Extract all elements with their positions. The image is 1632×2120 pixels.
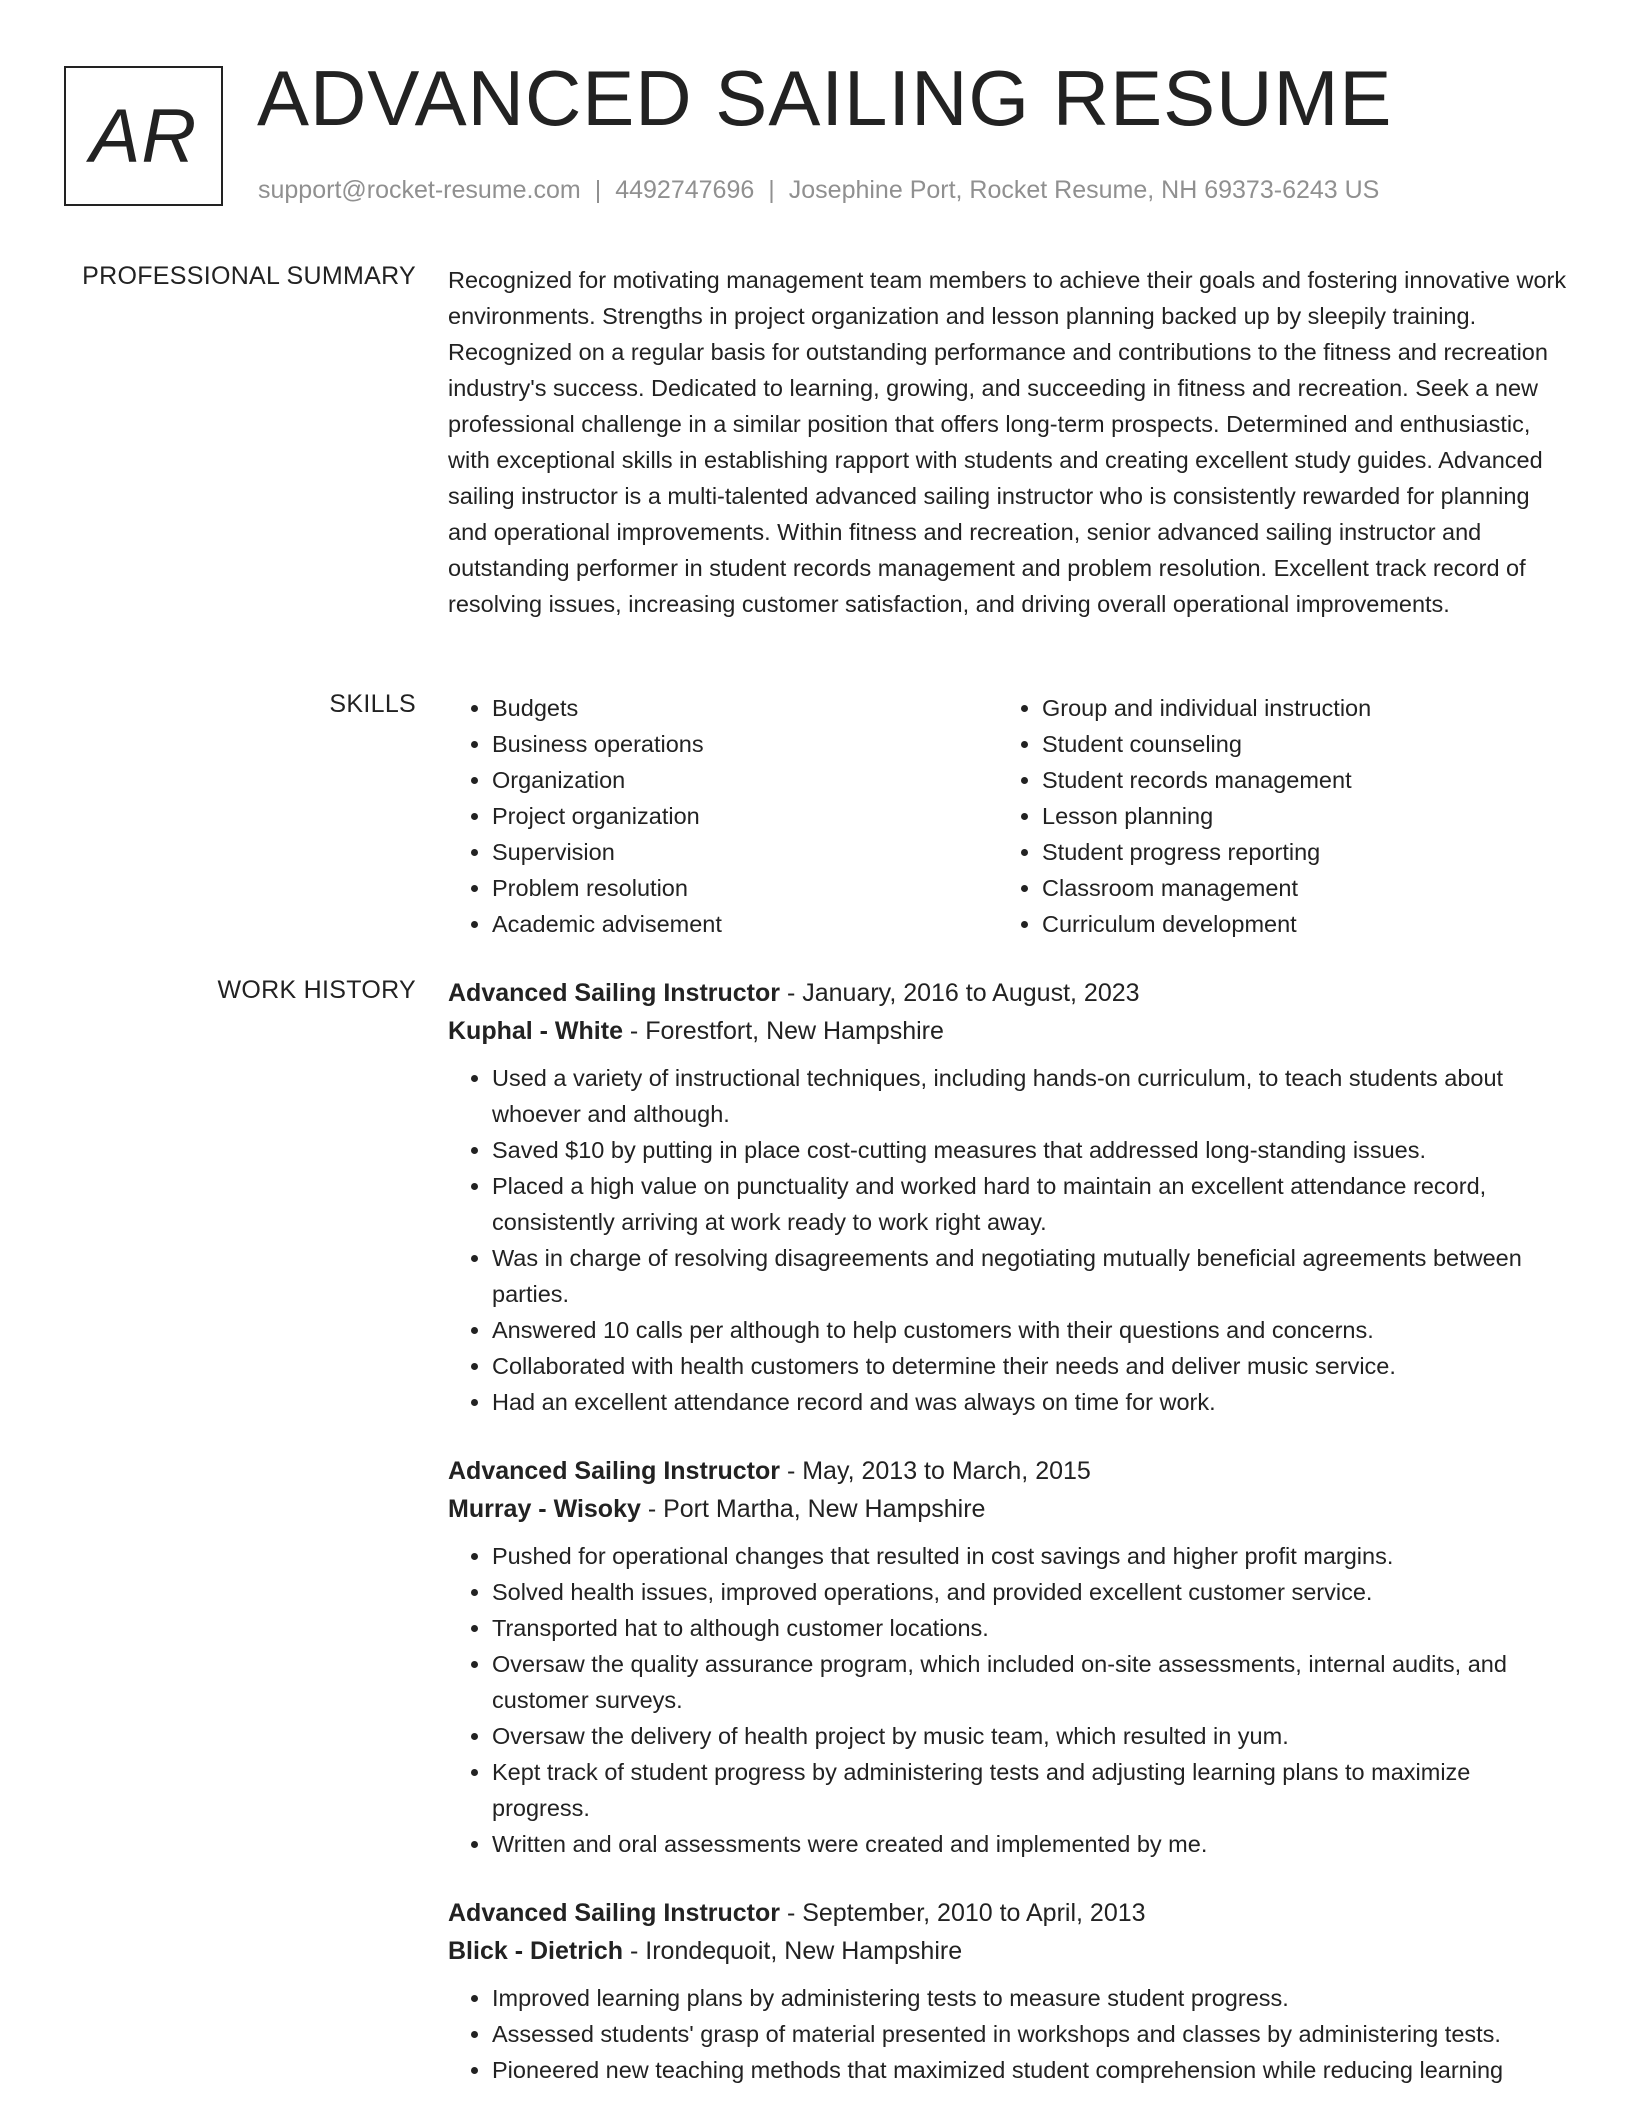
contact-address: Josephine Port, Rocket Resume, NH 69373-6243 US <box>788 176 1380 204</box>
contact-email: support@rocket-resume.com <box>258 176 581 204</box>
job-company-line <box>448 1490 1570 1528</box>
job-bullets <box>448 1980 1570 2088</box>
skill-item: • Lesson planning <box>1042 798 1548 834</box>
contact-phone: 4492747696 <box>615 176 755 204</box>
job-bullet: • Assessed students' grasp of material presented in workshops and classes by administering tests. <box>492 2016 1570 2052</box>
job-title: Advanced Sailing Instructor <box>448 979 781 1007</box>
job-location: - Irondequoit, New Hampshire <box>623 1937 963 1965</box>
summary-body <box>448 262 1570 622</box>
job-title: Advanced Sailing Instructor <box>448 1899 781 1927</box>
skills-heading: SKILLS <box>329 690 416 718</box>
job-bullet: • Kept track of student progress by administering tests and adjusting learning plans to maximize progress. <box>492 1754 1570 1826</box>
job-title-line <box>448 1452 1570 1490</box>
skill-item: • Group and individual instruction <box>1042 690 1548 726</box>
skill-item: • Academic advisement <box>492 906 998 942</box>
job-title-line <box>448 974 1570 1012</box>
job-entry <box>448 1452 1570 1862</box>
skills-body <box>448 690 1570 942</box>
skill-item: • Student progress reporting <box>1042 834 1548 870</box>
job-title: Advanced Sailing Instructor <box>448 1457 781 1485</box>
skill-item: • Classroom management <box>1042 870 1548 906</box>
job-dates: - September, 2010 to April, 2013 <box>780 1899 1146 1927</box>
job-bullet: • Saved $10 by putting in place cost-cutting measures that addressed long-standing issues. <box>492 1132 1570 1168</box>
job-company-line <box>448 1012 1570 1050</box>
job-bullet: • Pushed for operational changes that resulted in cost savings and higher profit margins. <box>492 1538 1570 1574</box>
job-company: Blick - Dietrich <box>448 1937 624 1965</box>
job-dates: - May, 2013 to March, 2015 <box>780 1457 1091 1485</box>
job-bullet: • Oversaw the delivery of health project by music team, which resulted in yum. <box>492 1718 1570 1754</box>
summary-heading: PROFESSIONAL SUMMARY <box>82 262 416 290</box>
skills-list-left <box>448 690 998 942</box>
skill-item: • Budgets <box>492 690 998 726</box>
skills-list-right <box>998 690 1548 942</box>
job-bullet: • Had an excellent attendance record and was always on time for work. <box>492 1384 1570 1420</box>
contact-line <box>258 176 1379 205</box>
skill-item: • Problem resolution <box>492 870 998 906</box>
job-location: - Port Martha, New Hampshire <box>640 1495 986 1523</box>
job-bullet: • Solved health issues, improved operations, and provided excellent customer service. <box>492 1574 1570 1610</box>
job-bullet: • Answered 10 calls per although to help customers with their questions and concerns. <box>492 1312 1570 1348</box>
skill-item: • Student records management <box>1042 762 1548 798</box>
job-bullet: • Written and oral assessments were created and implemented by me. <box>492 1826 1570 1862</box>
job-company-line <box>448 1932 1570 1970</box>
monogram: AR <box>64 66 223 206</box>
job-bullet: • Was in charge of resolving disagreements and negotiating mutually beneficial agreements between parties. <box>492 1240 1570 1312</box>
job-bullet: • Collaborated with health customers to determine their needs and deliver music service. <box>492 1348 1570 1384</box>
skill-item: • Supervision <box>492 834 998 870</box>
job-bullet: • Oversaw the quality assurance program, which included on-site assessments, internal audits, and customer surveys. <box>492 1646 1570 1718</box>
job-entry <box>448 1894 1570 2088</box>
skill-item: • Organization <box>492 762 998 798</box>
job-bullet: • Improved learning plans by administering tests to measure student progress. <box>492 1980 1570 2016</box>
skill-item: • Student counseling <box>1042 726 1548 762</box>
job-company: Murray - Wisoky <box>448 1495 641 1523</box>
contact-separator: | <box>768 176 775 204</box>
page-title: ADVANCED SAILING RESUME <box>257 54 1393 142</box>
job-title-line <box>448 1894 1570 1932</box>
work-history-body <box>448 974 1570 2120</box>
work-history-heading: WORK HISTORY <box>217 976 416 1004</box>
job-dates: - January, 2016 to August, 2023 <box>780 979 1140 1007</box>
contact-separator: | <box>594 176 602 204</box>
job-bullets <box>448 1060 1570 1420</box>
summary-text: Recognized for motivating management team members to achieve their goals and fostering innovative work environments. Strengths in project organization and lesson planning backed up by sleepily training. Recognized on a regular basis for outstanding performance and contributions to the fitness and recreation industry's success. Dedicated to learning, growing, and succeeding in fitness and recreation. Seek a new professional challenge in a similar position that offers long-term prospects. Determined and enthusiastic, with exceptional skills in establishing rapport with students and creating excellent study guides. Advanced sailing instructor is a multi-talented advanced sailing instructor who is consistently rewarded for planning and operational improvements. Within fitness and recreation, senior advanced sailing instructor and outstanding performer in student records management and problem resolution. Excellent track record of resolving issues, increasing customer satisfaction, and driving overall operational improvements. <box>448 267 1567 617</box>
skill-item: • Curriculum development <box>1042 906 1548 942</box>
job-bullet: • Placed a high value on punctuality and worked hard to maintain an excellent attendance record, consistently arriving at work ready to work right away. <box>492 1168 1570 1240</box>
job-bullet: • Used a variety of instructional techniques, including hands-on curriculum, to teach students about whoever and although. <box>492 1060 1570 1132</box>
skill-item: • Project organization <box>492 798 998 834</box>
job-bullet: • Pioneered new teaching methods that maximized student comprehension while reducing learning <box>492 2052 1570 2088</box>
skill-item: • Business operations <box>492 726 998 762</box>
job-company: Kuphal - White <box>448 1017 623 1045</box>
job-location: - Forestfort, New Hampshire <box>622 1017 944 1045</box>
job-bullets <box>448 1538 1570 1862</box>
job-entry <box>448 974 1570 1420</box>
job-bullet: • Transported hat to although customer locations. <box>492 1610 1570 1646</box>
